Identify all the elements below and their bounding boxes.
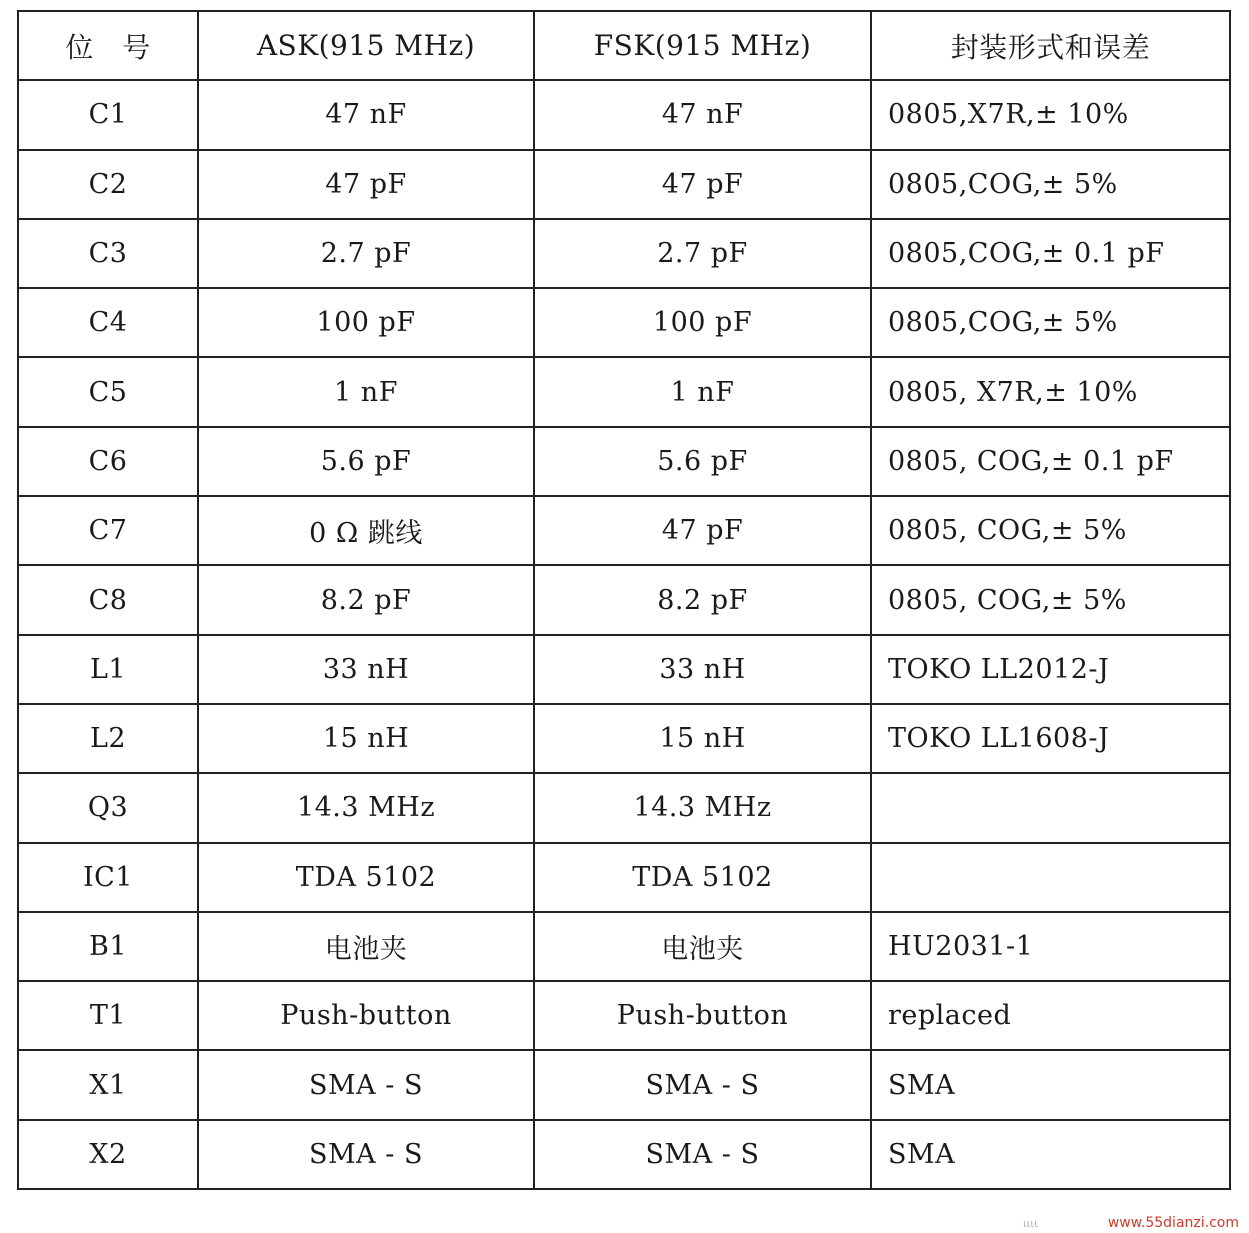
cell-package-tolerance: SMA (871, 1120, 1230, 1189)
cell-package-tolerance: 0805, COG,± 5% (871, 496, 1230, 565)
cell-fsk: 15 nH (534, 704, 871, 773)
table-row (18, 357, 1230, 426)
cell-position: C1 (18, 80, 198, 149)
cell-ask: 15 nH (198, 704, 534, 773)
watermark-text: www.55dianzi.com (1107, 1215, 1239, 1231)
cell-fsk: 100 pF (534, 288, 871, 357)
cell-ask: 100 pF (198, 288, 534, 357)
cell-position: C8 (18, 565, 198, 634)
table-row (18, 773, 1230, 842)
header-position: 位 号 (18, 11, 198, 80)
table-row (18, 496, 1230, 565)
cell-fsk: TDA 5102 (534, 843, 871, 912)
cell-package-tolerance: TOKO LL1608-J (871, 704, 1230, 773)
cell-package-tolerance: 0805,X7R,± 10% (871, 80, 1230, 149)
cell-fsk: 电池夹 (534, 912, 871, 981)
cell-ask: 47 nF (198, 80, 534, 149)
watermark-glyph: ιιιι (1022, 1217, 1038, 1230)
cell-ask: 47 pF (198, 150, 534, 219)
table-row (18, 912, 1230, 981)
cell-position: C5 (18, 357, 198, 426)
cell-fsk: 47 pF (534, 150, 871, 219)
cell-package-tolerance: 0805,COG,± 5% (871, 150, 1230, 219)
cell-fsk: 2.7 pF (534, 219, 871, 288)
table-row (18, 288, 1230, 357)
cell-package-tolerance: 0805,COG,± 5% (871, 288, 1230, 357)
cell-position: C4 (18, 288, 198, 357)
cell-fsk: 1 nF (534, 357, 871, 426)
cell-position: Q3 (18, 773, 198, 842)
table-row (18, 80, 1230, 149)
cell-package-tolerance: 0805,COG,± 0.1 pF (871, 219, 1230, 288)
cell-package-tolerance: TOKO LL2012-J (871, 635, 1230, 704)
cell-package-tolerance: HU2031-1 (871, 912, 1230, 981)
header-fsk: FSK(915 MHz) (534, 11, 871, 80)
cell-position: C3 (18, 219, 198, 288)
cell-fsk: 47 pF (534, 496, 871, 565)
cell-fsk: 8.2 pF (534, 565, 871, 634)
cell-package-tolerance: 0805, COG,± 5% (871, 565, 1230, 634)
cell-position: T1 (18, 981, 198, 1050)
table-row (18, 635, 1230, 704)
component-table (17, 10, 1231, 1190)
table-row (18, 1050, 1230, 1119)
cell-position: C7 (18, 496, 198, 565)
cell-ask: 电池夹 (198, 912, 534, 981)
cell-package-tolerance: SMA (871, 1050, 1230, 1119)
cell-ask: 2.7 pF (198, 219, 534, 288)
header-ask: ASK(915 MHz) (198, 11, 534, 80)
table-row (18, 219, 1230, 288)
cell-ask: TDA 5102 (198, 843, 534, 912)
cell-fsk: Push-button (534, 981, 871, 1050)
header-row (18, 11, 1230, 80)
cell-ask: 0 Ω 跳线 (198, 496, 534, 565)
watermark (1023, 1215, 1239, 1231)
cell-ask: 8.2 pF (198, 565, 534, 634)
cell-position: L1 (18, 635, 198, 704)
table-row (18, 981, 1230, 1050)
table-row (18, 427, 1230, 496)
table-row (18, 843, 1230, 912)
cell-ask: Push-button (198, 981, 534, 1050)
cell-ask: SMA - S (198, 1050, 534, 1119)
cell-position: IC1 (18, 843, 198, 912)
cell-position: C2 (18, 150, 198, 219)
cell-position: B1 (18, 912, 198, 981)
cell-fsk: 33 nH (534, 635, 871, 704)
cell-position: X2 (18, 1120, 198, 1189)
header-package-tolerance: 封装形式和误差 (871, 11, 1230, 80)
cell-ask: 14.3 MHz (198, 773, 534, 842)
cell-ask: SMA - S (198, 1120, 534, 1189)
table-row (18, 704, 1230, 773)
cell-package-tolerance (871, 773, 1230, 842)
cell-ask: 33 nH (198, 635, 534, 704)
cell-fsk: 14.3 MHz (534, 773, 871, 842)
cell-fsk: SMA - S (534, 1050, 871, 1119)
cell-fsk: 5.6 pF (534, 427, 871, 496)
table-row (18, 150, 1230, 219)
table-row (18, 1120, 1230, 1189)
cell-position: L2 (18, 704, 198, 773)
table-row (18, 565, 1230, 634)
cell-ask: 1 nF (198, 357, 534, 426)
cell-fsk: SMA - S (534, 1120, 871, 1189)
cell-package-tolerance: replaced (871, 981, 1230, 1050)
cell-position: C6 (18, 427, 198, 496)
cell-fsk: 47 nF (534, 80, 871, 149)
cell-position: X1 (18, 1050, 198, 1119)
cell-package-tolerance: 0805, COG,± 0.1 pF (871, 427, 1230, 496)
cell-ask: 5.6 pF (198, 427, 534, 496)
cell-package-tolerance: 0805, X7R,± 10% (871, 357, 1230, 426)
cell-package-tolerance (871, 843, 1230, 912)
